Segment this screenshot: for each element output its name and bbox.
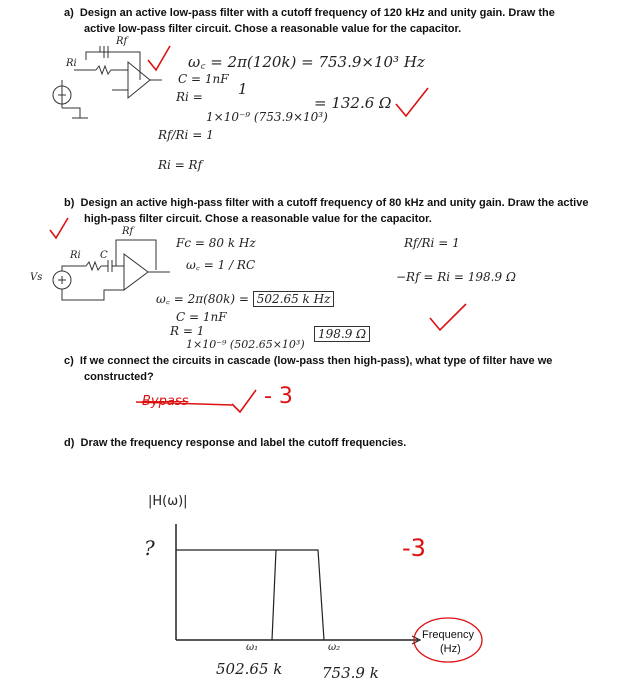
a-one: 1 [238,80,248,98]
circuit-a-schematic [53,46,162,118]
question-d-text-1: Draw the frequency response and label the cutoff frequencies. [80,437,407,449]
d-f1-label: 502.65 k [216,660,283,678]
b-wc-value-row [156,290,334,307]
question-c-label: c) [64,355,74,367]
question-b-text-2: high-pass filter circuit. Chose a reasonable value for the capacitor. [84,213,432,225]
question-b-text-1: Design an active high-pass filter with a cutoff frequency of 80 kHz and unity gain. Draw the active [80,197,589,209]
a-wc-line: ω꜀ = 2π(120k) = 753.9×10³ Hz [188,53,425,71]
a-ri-line: Ri = [176,90,203,104]
frequency-response-graph [176,524,420,644]
d-y-question: ? [144,536,155,560]
c-answer: Bypass [142,394,189,409]
a-rf-ri: Rf/Ri = 1 [158,128,214,142]
check-a1 [148,46,170,70]
d-w2-label: ω₂ [328,642,341,653]
a-rf-eq: Ri = Rf [158,158,203,172]
c-score: - 3 [264,384,293,409]
d-x-label-1: Frequency [422,629,474,641]
check-b2 [430,304,466,330]
d-score: -3 [402,534,426,562]
question-a-label: a) [64,7,74,19]
b-r-line: R = 1 [170,324,205,338]
b-wc-value-prefix: ω꜀ = 2π(80k) = [156,292,249,306]
circuit-b-schematic [53,240,170,300]
question-a-text-1: Design an active low-pass filter with a cutoff frequency of 120 kHz and unity gain. Draw the [79,7,555,19]
d-y-label: |H(ω)| [148,494,188,509]
grader-marks [50,46,482,662]
b-wc-formula: ω꜀ = 1 / RC [186,258,256,272]
graph-passband-curve [176,550,324,640]
b-vs-label: Vs [30,272,43,283]
b-r-denominator: 1×10⁻⁹ (502.65×10³) [186,338,305,351]
b-r-result: 198.9 Ω [314,326,370,342]
a-rf-label: Rf [116,36,128,47]
b-rf-neg: −Rf = Ri = 198.9 Ω [396,270,516,284]
a-ri-result: = 132.6 Ω [314,94,392,112]
d-x-label-2: (Hz) [440,643,461,655]
check-a2 [396,88,428,116]
d-f2-label: 753.9 k [322,664,379,682]
b-rf-label: Rf [122,226,134,237]
b-fc-line: Fc = 80 k Hz [176,236,256,250]
check-c [232,390,256,412]
a-ri-label: Ri [66,58,77,69]
question-c-text-1: If we connect the circuits in cascade (low-pass then high-pass), what type of filter have we [79,355,553,367]
check-b1 [50,218,68,238]
b-c-label: C [100,250,108,261]
question-d-label: d) [64,437,75,449]
b-rf-ri: Rf/Ri = 1 [404,236,460,250]
question-c-text-2: constructed? [84,371,154,383]
question-b-label: b) [64,197,75,209]
a-ri-denominator: 1×10⁻⁹ (753.9×10³) [206,110,328,124]
b-ri-label: Ri [70,250,81,261]
b-wc-value: 502.65 k Hz [253,291,335,307]
question-a-text-2: active low-pass filter circuit. Chose a reasonable value for the capacitor. [84,23,462,35]
b-c-line: C = 1nF [176,310,227,324]
d-w1-label: ω₁ [246,642,259,653]
a-c-line: C = 1nF [178,72,229,86]
